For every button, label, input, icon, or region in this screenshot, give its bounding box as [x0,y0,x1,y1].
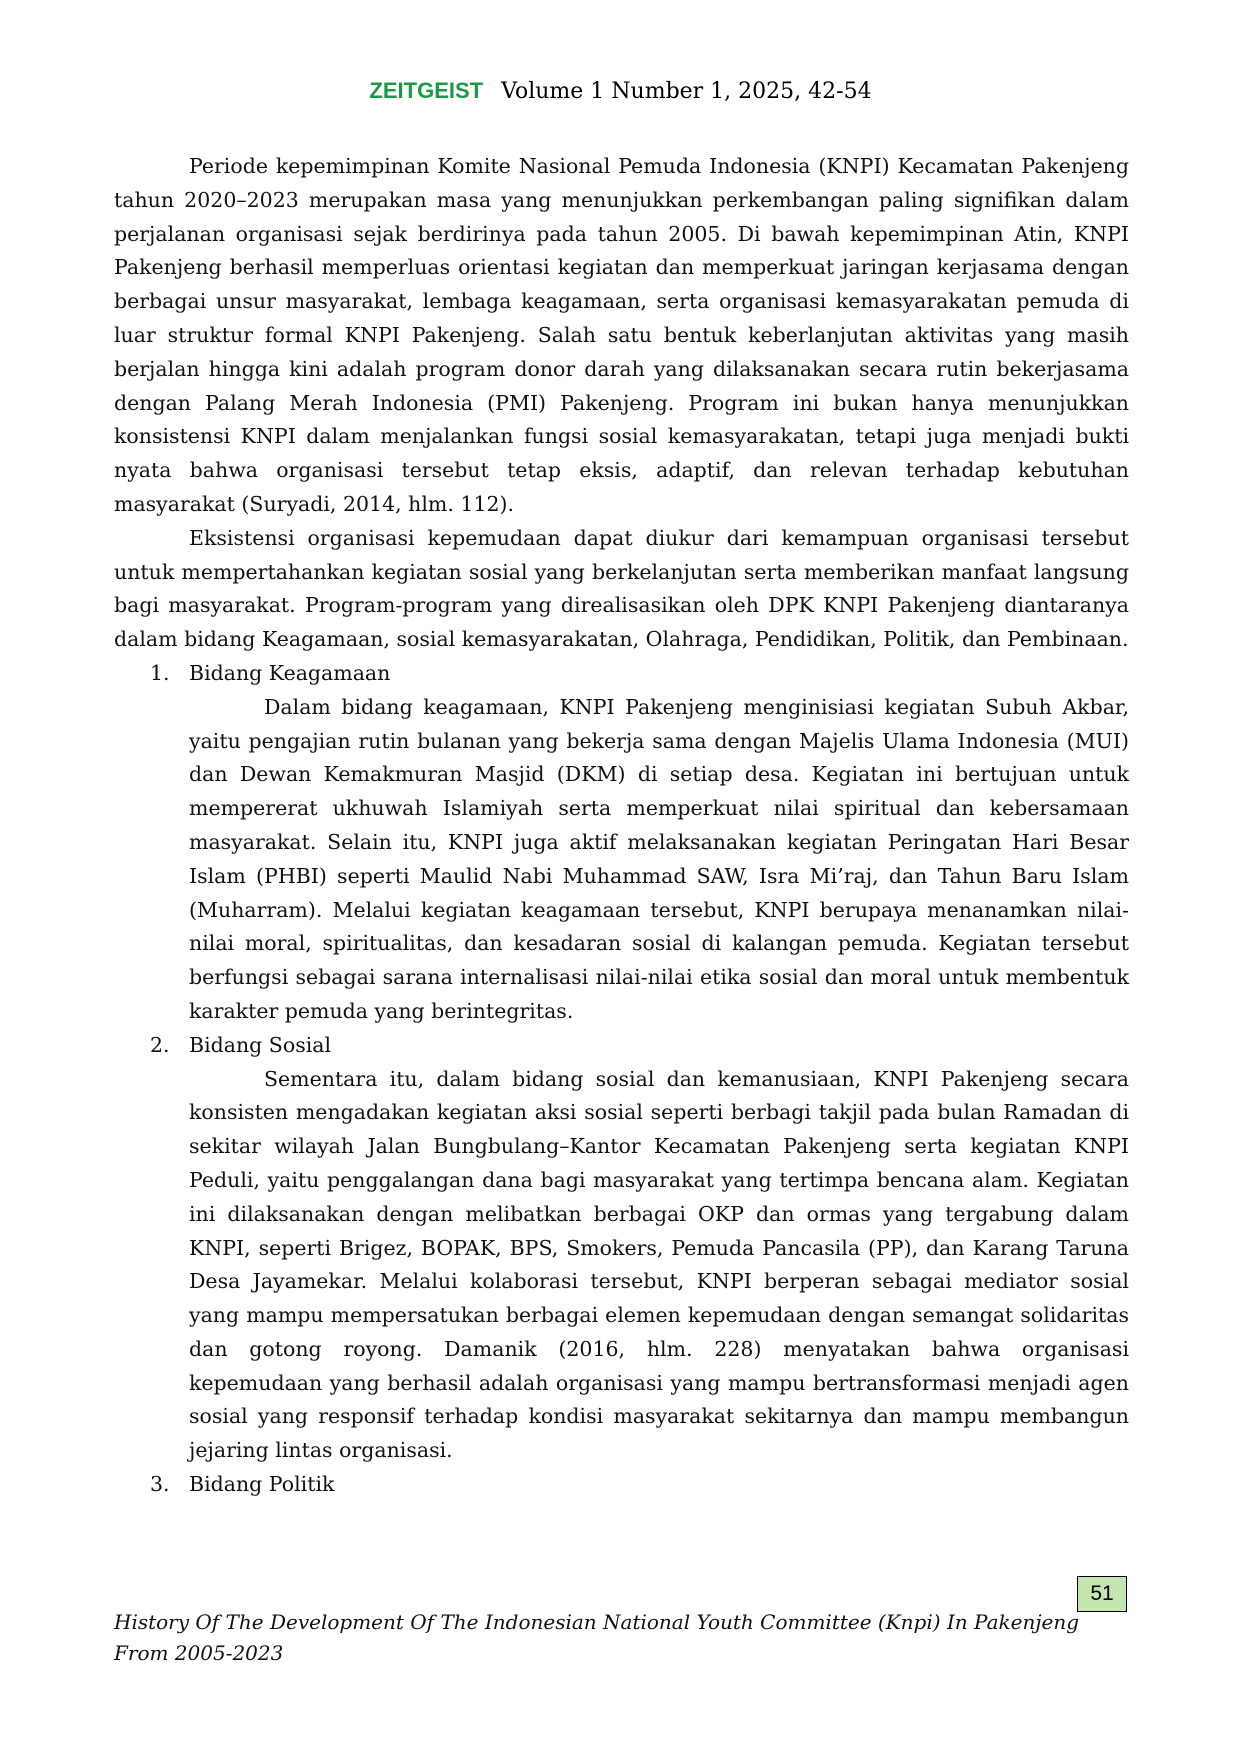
list-item-number: 3. [150,1472,170,1497]
volume-info: Volume 1 Number 1, 2025, 42-54 [501,79,872,104]
list-item [114,1468,1129,1502]
running-footer: History Of The Development Of The Indonesian National Youth Committee (Knpi) In Pakenjeng From 2005-2023 [114,1610,1080,1665]
list-item [114,657,1129,1029]
list-item-text: Dalam bidang keagamaan, KNPI Pakenjeng menginisiasi kegiatan Subuh Akbar, yaitu pengajian rutin bulanan yang bekerja sama dengan Majelis Ulama Indonesia (MUI) dan Dewan Kemakmuran Masjid (DKM) di setiap desa. Kegiatan ini bertujuan untuk mempererat ukhuwah Islamiyah serta memperkuat nilai spiritual dan kebersamaan masyarakat. Selain itu, KNPI juga aktif melaksanakan kegiatan Peringatan Hari Besar Islam (PHBI) seperti Maulid Nabi Muhammad SAW, Isra Mi’raj, dan Tahun Baru Islam (Muharram). Melalui kegiatan keagamaan tersebut, KNPI berupaya menanamkan nilai-nilai moral, spiritualitas, dan kesadaran sosial di kalangan pemuda. Kegiatan tersebut berfungsi sebagai sarana internalisasi nilai-nilai etika sosial dan moral untuk membentuk karakter pemuda yang berintegritas. [189,694,1129,1023]
journal-name: ZEITGEIST [369,78,484,103]
page-number-badge: 51 [1077,1576,1127,1612]
list-item-text: Sementara itu, dalam bidang sosial dan kemanusiaan, KNPI Pakenjeng secara konsisten mengadakan kegiatan aksi sosial seperti berbagi takjil pada bulan Ramadan di sekitar wilayah Jalan Bungbulang–Kantor Kecamatan Pakenjeng serta kegiatan KNPI Peduli, yaitu penggalangan dana bagi masyarakat yang tertimpa bencana alam. Kegiatan ini dilaksanakan dengan melibatkan berbagai OKP dan ormas yang tergabung dalam KNPI, seperti Brigez, BOPAK, BPS, Smokers, Pemuda Pancasila (PP), dan Karang Taruna Desa Jayamekar. Melalui kolaborasi tersebut, KNPI berperan sebagai mediator sosial yang mampu mempersatukan berbagai elemen kepemudaan dengan semangat solidaritas dan gotong royong. Damanik (2016, hlm. 228) menyatakan bahwa organisasi kepemudaan yang berhasil adalah organisasi yang mampu bertransformasi menjadi agen sosial yang responsif terhadap kondisi masyarakat sekitarnya dan mampu membangun jejaring lintas organisasi. [189,1066,1129,1463]
body-paragraph: Eksistensi organisasi kepemudaan dapat diukur dari kemampuan organisasi tersebut untuk mempertahankan kegiatan sosial yang berkelanjutan serta memberikan manfaat langsung bagi masyarakat. Program-program yang direalisasikan oleh DPK KNPI Pakenjeng diantaranya dalam bidang Keagamaan, sosial kemasyarakatan, Olahraga, Pendidikan, Politik, dan Pembinaan. [114,525,1129,652]
list-item [114,1029,1129,1468]
list-item-number: 2. [150,1032,170,1057]
list-item-title: Bidang Sosial [189,1032,332,1057]
running-header [0,76,1241,107]
article-body [114,150,1129,1502]
list-item-title: Bidang Politik [189,1472,335,1497]
list-item-title: Bidang Keagamaan [189,660,391,685]
list-item-number: 1. [150,660,170,685]
body-paragraph: Periode kepemimpinan Komite Nasional Pemuda Indonesia (KNPI) Kecamatan Pakenjeng tahun 2020–2023 merupakan masa yang menunjukkan perkembangan paling signifikan dalam perjalanan organisasi sejak berdirinya pada tahun 2005. Di bawah kepemimpinan Atin, KNPI Pakenjeng berhasil memperluas orientasi kegiatan dan memperkuat jaringan kerjasama dengan berbagai unsur masyarakat, lembaga keagamaan, serta organisasi kemasyarakatan pemuda di luar struktur formal KNPI Pakenjeng. Salah satu bentuk keberlanjutan aktivitas yang masih berjalan hingga kini adalah program donor darah yang dilaksanakan secara rutin bekerjasama dengan Palang Merah Indonesia (PMI) Pakenjeng. Program ini bukan hanya menunjukkan konsistensi KNPI dalam menjalankan fungsi sosial kemasyarakatan, tetapi juga menjadi bukti nyata bahwa organisasi tersebut tetap eksis, adaptif, dan relevan terhadap kebutuhan masyarakat (Suryadi, 2014, hlm. 112). [114,154,1129,516]
